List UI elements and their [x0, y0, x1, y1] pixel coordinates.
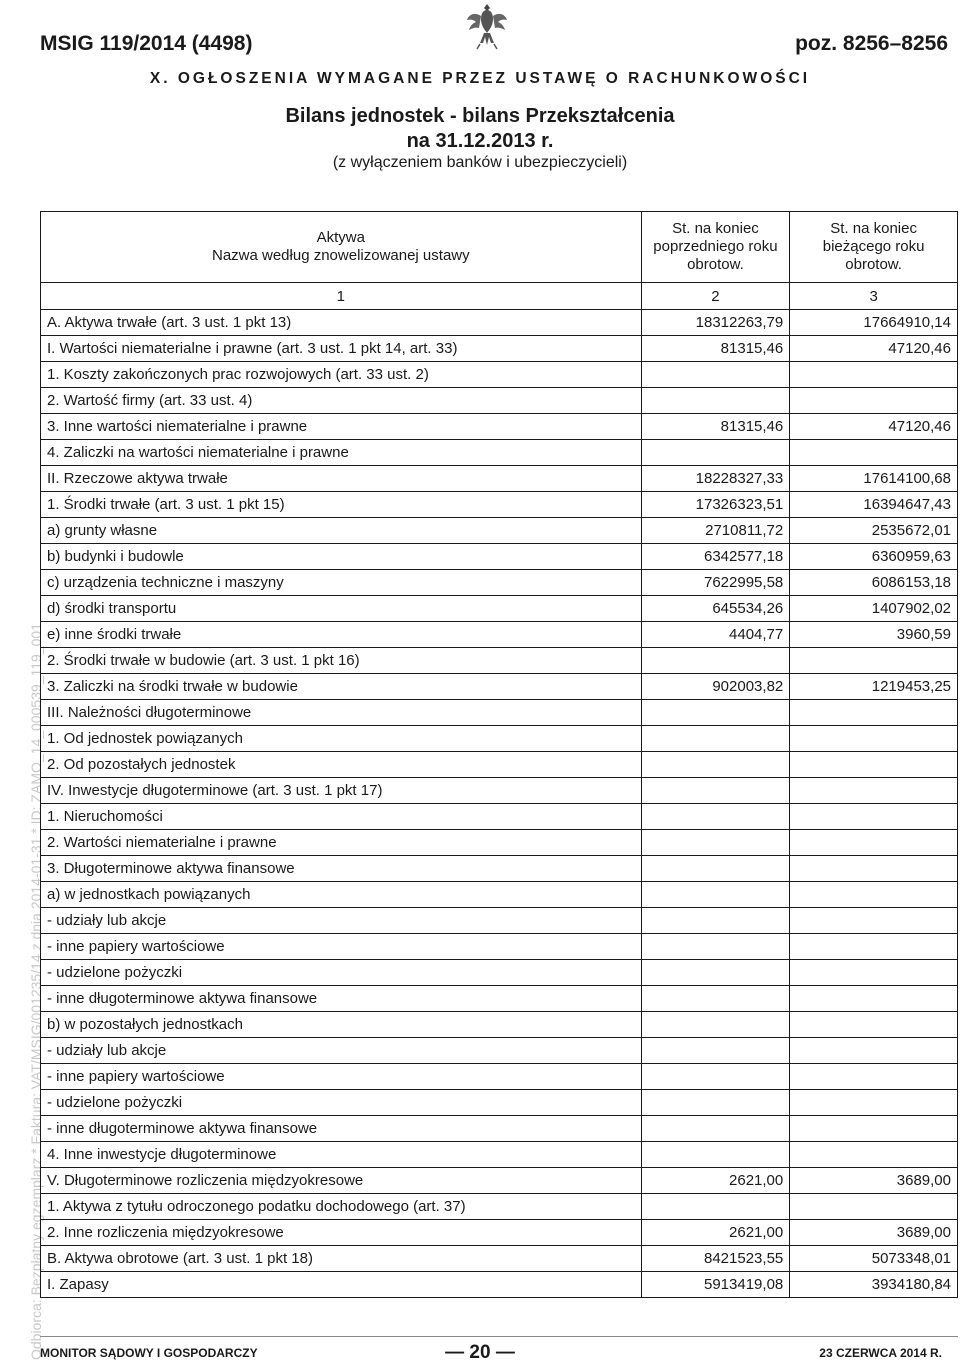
- table-row: [41, 336, 958, 362]
- current-year-value: 3689,00: [790, 1220, 958, 1246]
- current-year-value: 17614100,68: [790, 466, 958, 492]
- row-label: - inne papiery wartościowe: [41, 934, 642, 960]
- table-row: [41, 414, 958, 440]
- assets-name-header: [41, 212, 642, 283]
- section-heading: X. OGŁOSZENIA WYMAGANE PRZEZ USTAWĘ O RACHUNKOWOŚCI: [149, 70, 811, 87]
- previous-year-value: [641, 908, 790, 934]
- table-row: [41, 908, 958, 934]
- footer-rule: [40, 1336, 958, 1337]
- previous-year-value: [641, 388, 790, 414]
- row-label: 2. Wartości niematerialne i prawne: [41, 830, 642, 856]
- current-year-value: 1407902,02: [790, 596, 958, 622]
- current-year-value: 47120,46: [790, 414, 958, 440]
- table-row: [41, 310, 958, 336]
- row-label: - inne długoterminowe aktywa finansowe: [41, 1116, 642, 1142]
- previous-year-value: 18228327,33: [641, 466, 790, 492]
- row-label: 4. Inne inwestycje długoterminowe: [41, 1142, 642, 1168]
- current-year-value: 16394647,43: [790, 492, 958, 518]
- row-label: a) w jednostkach powiązanych: [41, 882, 642, 908]
- column-number-row: [41, 283, 958, 310]
- table-row: [41, 622, 958, 648]
- previous-year-value: 7622995,58: [641, 570, 790, 596]
- previous-year-value: 18312263,79: [641, 310, 790, 336]
- previous-year-value: [641, 830, 790, 856]
- previous-year-value: [641, 1012, 790, 1038]
- balance-sheet-table: [40, 211, 958, 1298]
- table-row: [41, 830, 958, 856]
- current-year-value: [790, 1194, 958, 1220]
- row-label: V. Długoterminowe rozliczenia międzyokresowe: [41, 1168, 642, 1194]
- current-year-value: [790, 908, 958, 934]
- previous-year-value: [641, 700, 790, 726]
- row-label: 2. Od pozostałych jednostek: [41, 752, 642, 778]
- previous-year-value: [641, 986, 790, 1012]
- table-row: [41, 1038, 958, 1064]
- previous-year-value: 902003,82: [641, 674, 790, 700]
- row-label: 4. Zaliczki na wartości niematerialne i prawne: [41, 440, 642, 466]
- current-year-value: [790, 648, 958, 674]
- previous-year-value: 2621,00: [641, 1168, 790, 1194]
- row-label: - udziały lub akcje: [41, 908, 642, 934]
- previous-year-value: [641, 726, 790, 752]
- previous-year-value: 81315,46: [641, 336, 790, 362]
- table-row: [41, 1272, 958, 1298]
- previous-year-value: [641, 934, 790, 960]
- row-label: - udzielone pożyczki: [41, 1090, 642, 1116]
- gazette-issue: MSIG 119/2014 (4498): [40, 32, 253, 55]
- current-year-value: [790, 362, 958, 388]
- table-row: [41, 1142, 958, 1168]
- table-row: [41, 960, 958, 986]
- current-year-value: [790, 856, 958, 882]
- table-header-row: [41, 212, 958, 283]
- row-label: 1. Koszty zakończonych prac rozwojowych (art. 33 ust. 2): [41, 362, 642, 388]
- previous-year-value: [641, 882, 790, 908]
- row-label: 2. Wartość firmy (art. 33 ust. 4): [41, 388, 642, 414]
- current-year-value: 47120,46: [790, 336, 958, 362]
- previous-year-value: 2621,00: [641, 1220, 790, 1246]
- document-title: Bilans jednostek - bilans Przekształcenia: [285, 105, 675, 127]
- table-row: [41, 986, 958, 1012]
- row-label: A. Aktywa trwałe (art. 3 ust. 1 pkt 13): [41, 310, 642, 336]
- document-subtitle: (z wyłączeniem banków i ubezpieczycieli): [332, 154, 628, 171]
- current-year-value: 3689,00: [790, 1168, 958, 1194]
- table-row: [41, 518, 958, 544]
- table-row: [41, 1246, 958, 1272]
- table-row: [41, 726, 958, 752]
- current-year-value: 5073348,01: [790, 1246, 958, 1272]
- previous-year-value: 645534,26: [641, 596, 790, 622]
- current-year-value: [790, 1038, 958, 1064]
- row-label: d) środki transportu: [41, 596, 642, 622]
- row-label: III. Należności długoterminowe: [41, 700, 642, 726]
- row-label: b) w pozostałych jednostkach: [41, 1012, 642, 1038]
- table-row: [41, 804, 958, 830]
- previous-year-value: 2710811,72: [641, 518, 790, 544]
- table-row: [41, 1168, 958, 1194]
- row-label: I. Wartości niematerialne i prawne (art. 3 ust. 1 pkt 14, art. 33): [41, 336, 642, 362]
- previous-year-value: [641, 778, 790, 804]
- row-label: b) budynki i budowle: [41, 544, 642, 570]
- recipient-watermark: [12, 310, 44, 1360]
- previous-year-value: 4404,77: [641, 622, 790, 648]
- previous-year-value: 17326323,51: [641, 492, 790, 518]
- table-row: [41, 362, 958, 388]
- table-row: [41, 882, 958, 908]
- table-row: [41, 934, 958, 960]
- table-row: [41, 674, 958, 700]
- table-row: [41, 492, 958, 518]
- row-label: B. Aktywa obrotowe (art. 3 ust. 1 pkt 18): [41, 1246, 642, 1272]
- assets-header-line1: Aktywa: [316, 229, 365, 246]
- table-row: [41, 1116, 958, 1142]
- table-row: [41, 596, 958, 622]
- row-label: - udzielone pożyczki: [41, 960, 642, 986]
- table-row: [41, 466, 958, 492]
- current-year-value: [790, 934, 958, 960]
- current-year-value: [790, 986, 958, 1012]
- column-number-3: 3: [790, 283, 958, 310]
- table-row: [41, 1012, 958, 1038]
- previous-year-value: [641, 960, 790, 986]
- row-label: 2. Środki trwałe w budowie (art. 3 ust. 1 pkt 16): [41, 648, 642, 674]
- table-row: [41, 570, 958, 596]
- previous-year-value: [641, 856, 790, 882]
- current-year-value: [790, 804, 958, 830]
- previous-year-value: [641, 804, 790, 830]
- page-number: — 20 —: [445, 1342, 515, 1363]
- row-label: I. Zapasy: [41, 1272, 642, 1298]
- row-label: 1. Nieruchomości: [41, 804, 642, 830]
- row-label: 1. Środki trwałe (art. 3 ust. 1 pkt 15): [41, 492, 642, 518]
- assets-header-line2: Nazwa według znowelizowanej ustawy: [211, 247, 470, 264]
- polish-eagle-emblem-icon: [466, 0, 508, 52]
- previous-year-header: St. na koniec poprzedniego roku obrotow.: [641, 212, 790, 283]
- column-number-2: 2: [641, 283, 790, 310]
- publication-date: 23 CZERWCA 2014 R.: [819, 1346, 942, 1360]
- current-year-value: 17664910,14: [790, 310, 958, 336]
- previous-year-value: [641, 752, 790, 778]
- row-label: 3. Długoterminowe aktywa finansowe: [41, 856, 642, 882]
- table-row: [41, 1194, 958, 1220]
- publication-name: MONITOR SĄDOWY I GOSPODARCZY: [40, 1346, 258, 1360]
- table-row: [41, 440, 958, 466]
- current-year-value: 3934180,84: [790, 1272, 958, 1298]
- current-year-value: [790, 1116, 958, 1142]
- current-year-value: [790, 388, 958, 414]
- previous-year-value: [641, 1142, 790, 1168]
- current-year-value: [790, 1064, 958, 1090]
- current-year-value: [790, 778, 958, 804]
- row-label: 1. Aktywa z tytułu odroczonego podatku dochodowego (art. 37): [41, 1194, 642, 1220]
- row-label: e) inne środki trwałe: [41, 622, 642, 648]
- current-year-value: 1219453,25: [790, 674, 958, 700]
- current-year-value: [790, 830, 958, 856]
- row-label: 1. Od jednostek powiązanych: [41, 726, 642, 752]
- current-year-value: [790, 960, 958, 986]
- current-year-value: 2535672,01: [790, 518, 958, 544]
- current-year-header: St. na koniec bieżącego roku obrotow.: [790, 212, 958, 283]
- current-year-value: [790, 752, 958, 778]
- previous-year-value: [641, 1116, 790, 1142]
- table-row: [41, 700, 958, 726]
- previous-year-value: [641, 440, 790, 466]
- table-row: [41, 778, 958, 804]
- watermark-text: Odbiorca: Bezpłatny egzemplarz * Faktura: VAT/MSIG/001235/14 z dnia 2014-01-31 * ID: ZAMO_14_000539_119_001: [28, 623, 44, 1360]
- table-row: [41, 1090, 958, 1116]
- row-label: 3. Zaliczki na środki trwałe w budowie: [41, 674, 642, 700]
- previous-year-value: [641, 1194, 790, 1220]
- table-row: [41, 1220, 958, 1246]
- previous-year-value: 6342577,18: [641, 544, 790, 570]
- previous-year-value: [641, 648, 790, 674]
- row-label: - udziały lub akcje: [41, 1038, 642, 1064]
- current-year-value: 6086153,18: [790, 570, 958, 596]
- row-label: c) urządzenia techniczne i maszyny: [41, 570, 642, 596]
- row-label: - inne długoterminowe aktywa finansowe: [41, 986, 642, 1012]
- row-label: a) grunty własne: [41, 518, 642, 544]
- row-label: - inne papiery wartościowe: [41, 1064, 642, 1090]
- previous-year-value: [641, 1090, 790, 1116]
- row-label: 2. Inne rozliczenia międzyokresowe: [41, 1220, 642, 1246]
- current-year-value: [790, 1012, 958, 1038]
- row-label: 3. Inne wartości niematerialne i prawne: [41, 414, 642, 440]
- position-number: poz. 8256–8256: [795, 32, 948, 55]
- column-number-1: 1: [41, 283, 642, 310]
- table-row: [41, 544, 958, 570]
- current-year-value: [790, 1090, 958, 1116]
- table-row: [41, 856, 958, 882]
- previous-year-value: [641, 362, 790, 388]
- current-year-value: 6360959,63: [790, 544, 958, 570]
- table-row: [41, 648, 958, 674]
- previous-year-value: [641, 1038, 790, 1064]
- current-year-value: [790, 440, 958, 466]
- document-date: na 31.12.2013 r.: [406, 130, 554, 152]
- current-year-value: [790, 700, 958, 726]
- table-row: [41, 388, 958, 414]
- table-row: [41, 1064, 958, 1090]
- current-year-value: 3960,59: [790, 622, 958, 648]
- table-row: [41, 752, 958, 778]
- current-year-value: [790, 882, 958, 908]
- previous-year-value: 81315,46: [641, 414, 790, 440]
- row-label: II. Rzeczowe aktywa trwałe: [41, 466, 642, 492]
- previous-year-value: 8421523,55: [641, 1246, 790, 1272]
- row-label: IV. Inwestycje długoterminowe (art. 3 ust. 1 pkt 17): [41, 778, 642, 804]
- previous-year-value: 5913419,08: [641, 1272, 790, 1298]
- previous-year-value: [641, 1064, 790, 1090]
- current-year-value: [790, 726, 958, 752]
- current-year-value: [790, 1142, 958, 1168]
